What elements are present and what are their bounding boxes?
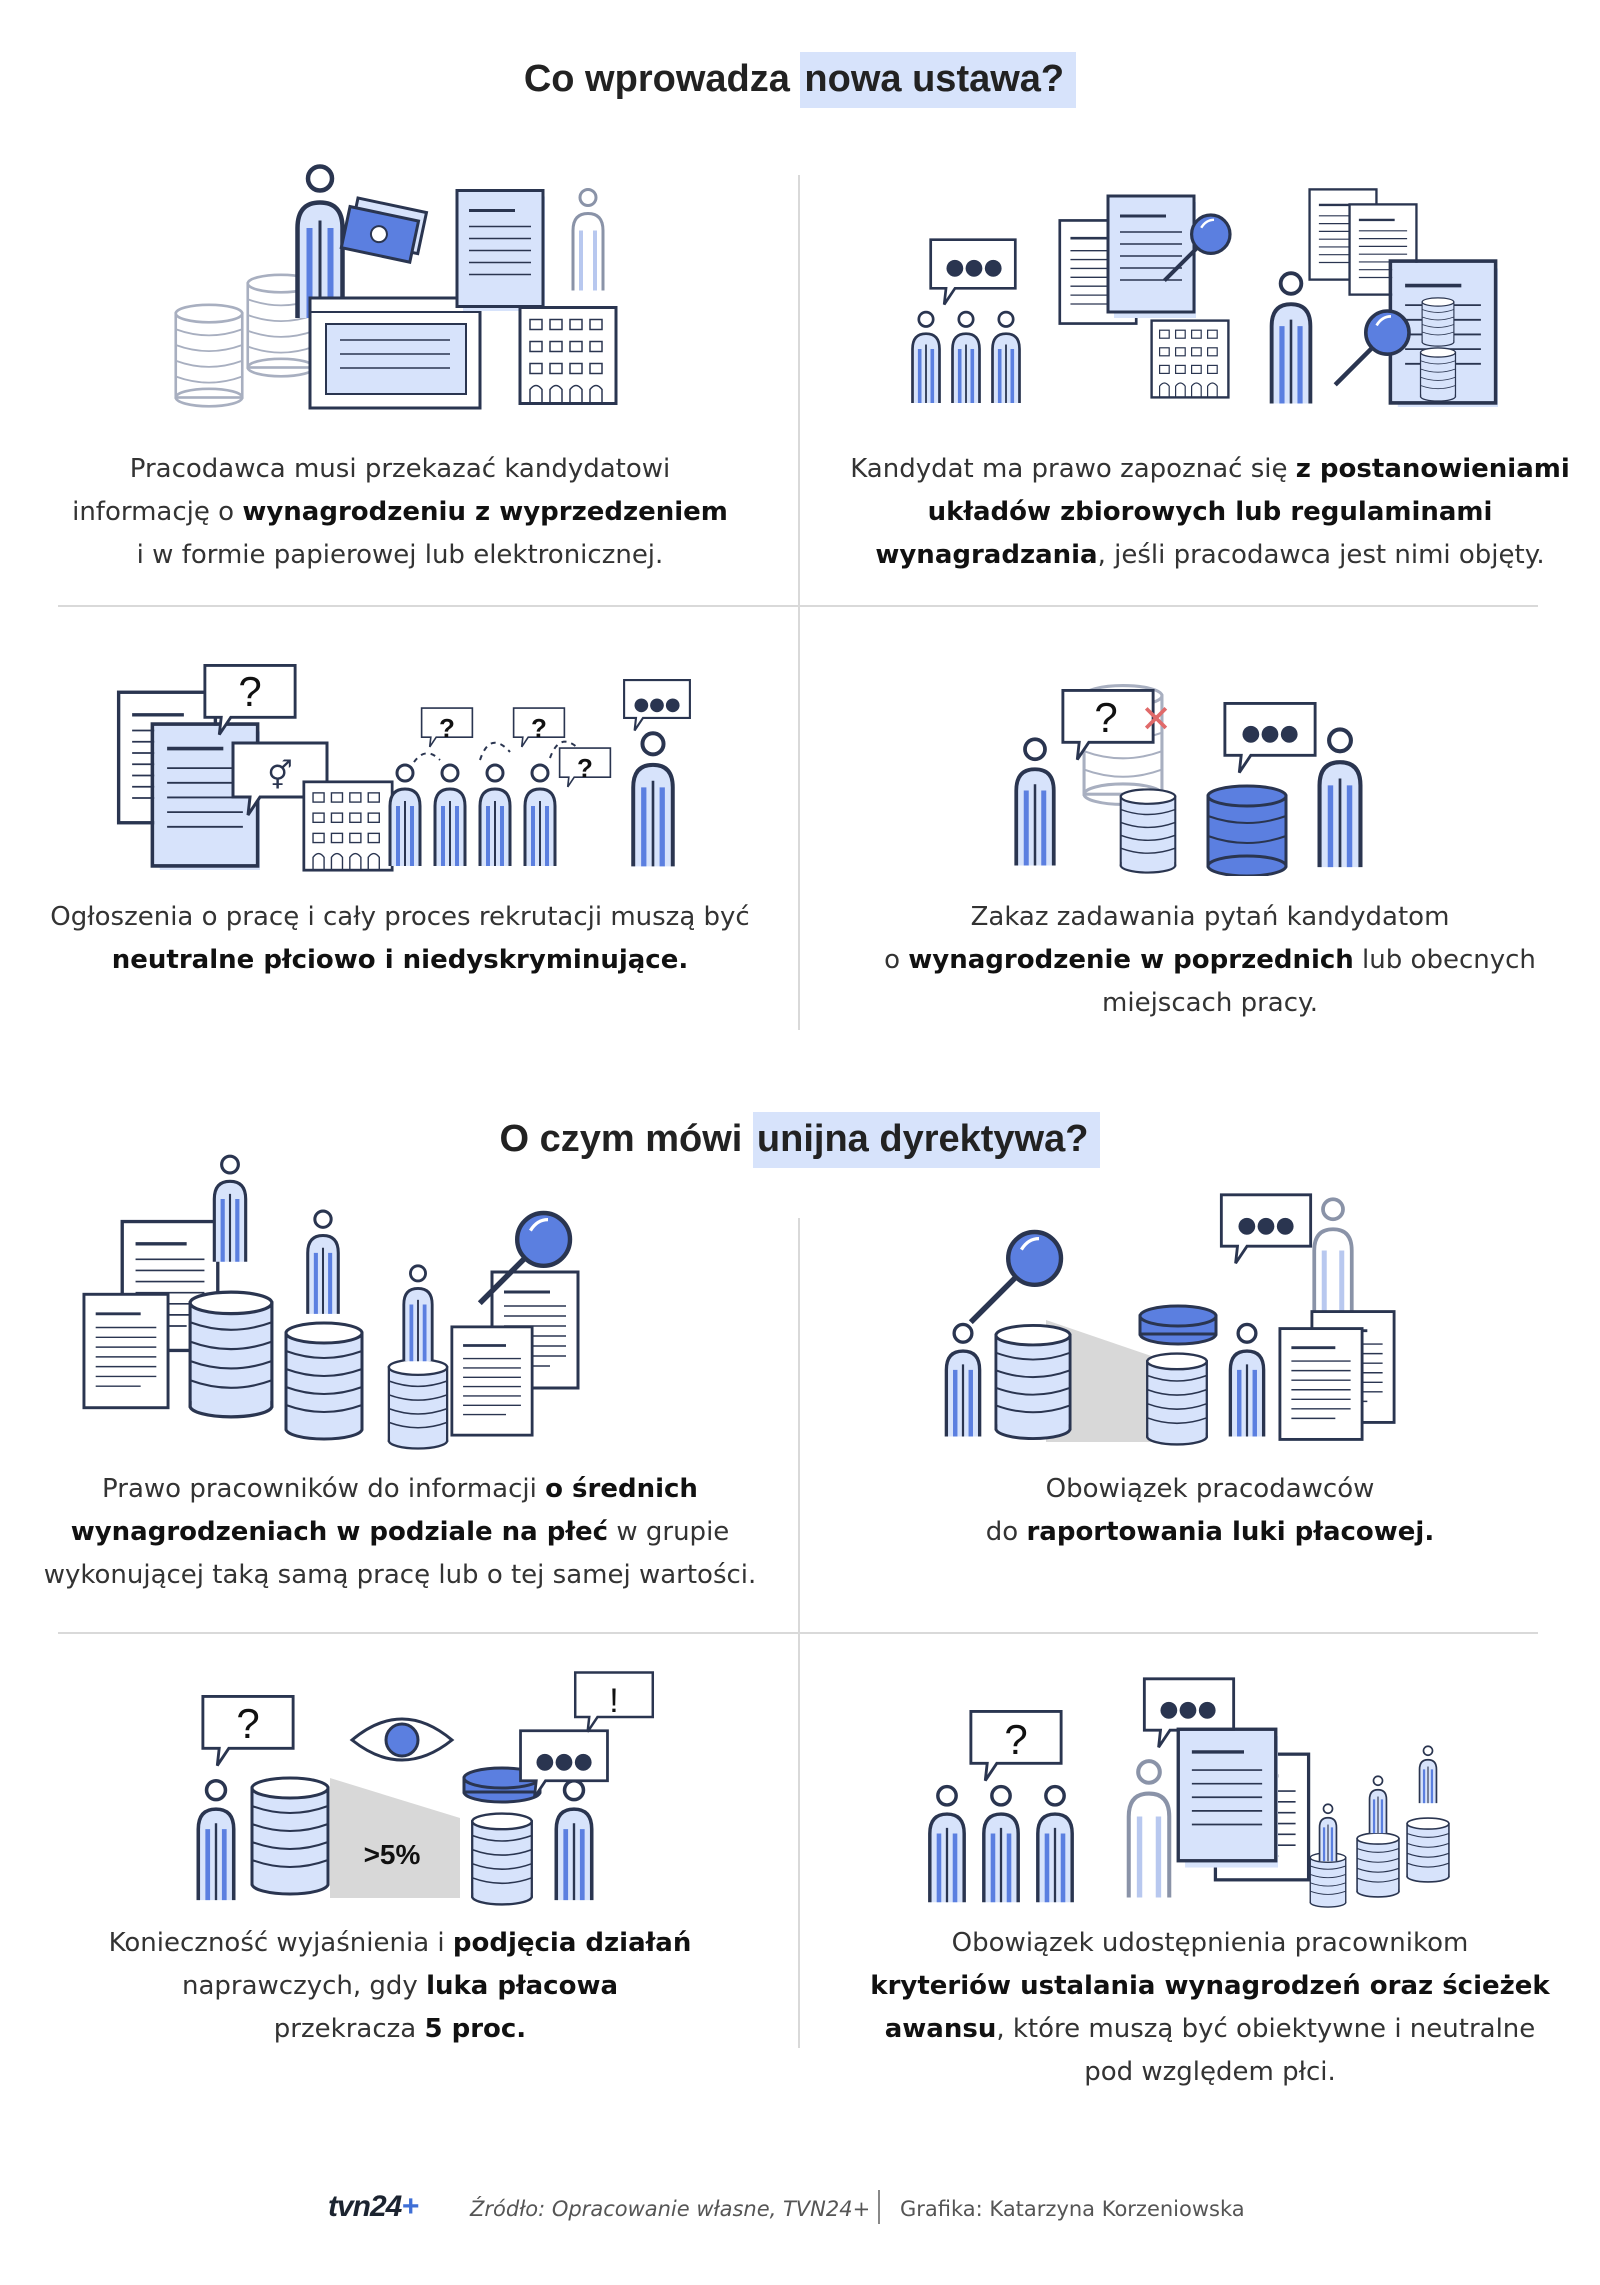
svg-text:●●●: ●●● — [535, 1749, 593, 1774]
svg-text:?: ? — [238, 668, 262, 715]
illustration-pay-gap-report — [938, 1190, 1438, 1450]
illustration-average-salaries — [80, 1152, 640, 1452]
svg-text:⚥: ⚥ — [267, 759, 293, 792]
svg-text:?: ? — [531, 713, 547, 743]
svg-text:>5%: >5% — [363, 1839, 421, 1870]
divider-horizontal-1 — [58, 605, 1538, 607]
svg-text:●●●: ●●● — [1241, 721, 1299, 746]
cell-1-text: Pracodawca musi przekazać kandydatowi informację o wynagrodzeniu z wyprzedzeniem i w formie papierowej lub elektronicznej. — [72, 454, 728, 570]
illustration-collective-agreements — [888, 182, 1508, 412]
credit-text: Grafika: Katarzyna Korzeniowska — [900, 2197, 1245, 2221]
illustration-promotion-criteria — [922, 1672, 1462, 1912]
cell-4-text: Zakaz zadawania pytań kandydatom o wynagrodzenie w poprzednich lub obecnych miejscach pracy. — [884, 902, 1536, 1018]
source-text: Źródło: Opracowanie własne, TVN24+ — [470, 2197, 871, 2221]
section1-title-highlight: nowa ustawa? — [800, 52, 1076, 108]
svg-text:?: ? — [1094, 694, 1118, 741]
section1-title — [0, 58, 1600, 101]
illustration-neutral-recruitment — [110, 660, 700, 875]
section2-title-plain: O czym mówi — [499, 1118, 753, 1160]
footer — [0, 2190, 1600, 2230]
svg-text:●●●: ●●● — [1159, 1697, 1217, 1722]
svg-text:●●●: ●●● — [1237, 1213, 1295, 1238]
svg-text:●●●: ●●● — [633, 694, 681, 715]
svg-text:?: ? — [577, 753, 593, 783]
illustration-corrective-actions — [190, 1668, 660, 1908]
cell-7-text: Konieczność wyjaśnienia i podjęcia działań naprawczych, gdy luka płacowa przekracza 5 proc. — [108, 1928, 692, 2044]
svg-text:●●●: ●●● — [945, 255, 1003, 280]
svg-text:?: ? — [1004, 1716, 1028, 1763]
illustration-salary-info — [170, 158, 630, 418]
tvn24-logo: tvn24+ — [328, 2190, 418, 2223]
section1-title-plain: Co wprowadza — [523, 58, 801, 100]
cell-8-text: Obowiązek udostępnienia pracownikom kryteriów ustalania wynagrodzeń oraz ścieżek awansu, które muszą być obiektywne i neutralne pod względem płci. — [870, 1928, 1550, 2087]
cell-2-text: Kandydat ma prawo zapoznać się z postanowieniami układów zbiorowych lub regulaminami wynagradzania, jeśli pracodawca jest nimi objęty. — [850, 454, 1570, 570]
divider-horizontal-2 — [58, 1632, 1538, 1634]
svg-text:?: ? — [236, 1700, 260, 1747]
cell-3-text: Ogłoszenia o pracę i cały proces rekrutacji muszą być neutralne płciowo i niedyskryminujące. — [50, 902, 750, 975]
svg-text:✕: ✕ — [1140, 697, 1172, 741]
divider-vertical-1 — [798, 175, 800, 1030]
cell-5-text: Prawo pracowników do informacji o średnich wynagrodzeniach w podziale na płeć w grupie wykonującej taką samą pracę lub o tej samej wartości. — [43, 1474, 757, 1590]
svg-text:!: ! — [609, 1682, 619, 1720]
cell-6-text: Obowiązek pracodawców do raportowania luki płacowej. — [985, 1474, 1435, 1547]
footer-separator — [878, 2190, 880, 2224]
illustration-no-salary-questions — [1000, 648, 1380, 876]
section2-title-highlight: unijna dyrektywa? — [753, 1112, 1101, 1168]
svg-text:?: ? — [439, 713, 455, 743]
